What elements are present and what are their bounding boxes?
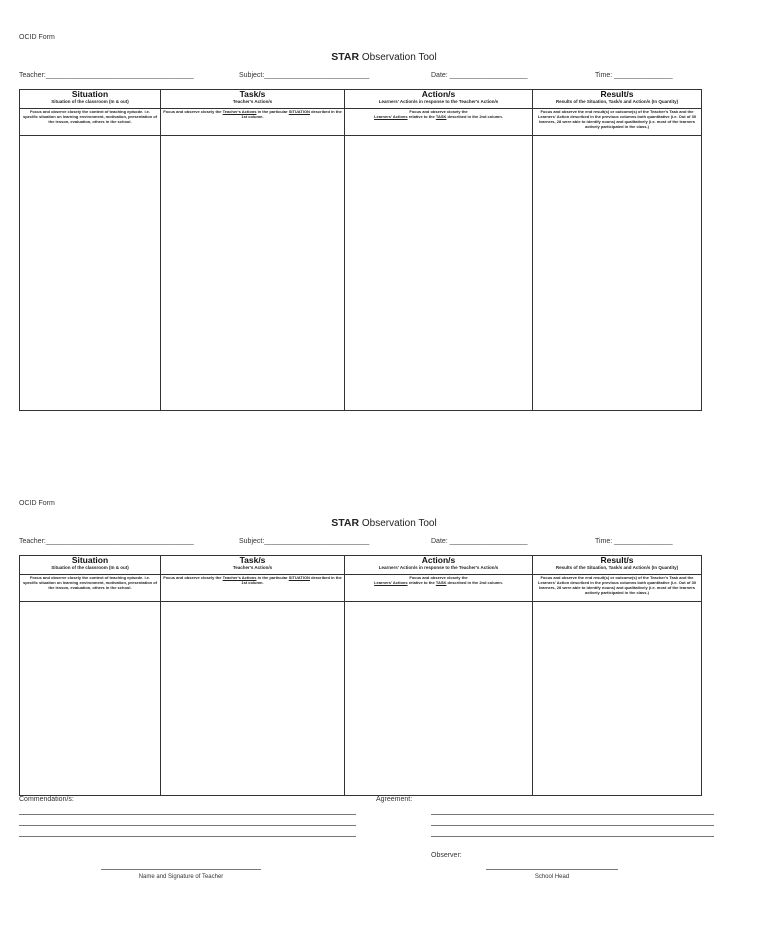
desc-underline: TASK xyxy=(435,114,447,119)
school-head-line[interactable] xyxy=(486,869,618,870)
agreement-line[interactable] xyxy=(431,814,714,815)
title-bold: STAR xyxy=(331,51,360,63)
task-entry[interactable] xyxy=(161,136,345,411)
col-subtitle: Teacher's Action/s xyxy=(232,99,273,104)
desc-underline: Teacher's Actions xyxy=(222,109,257,114)
desc-text: Focus and observe closely the xyxy=(163,575,223,580)
school-head-label: School Head xyxy=(534,874,570,880)
col-subtitle: Results of the Situation, Task/s and Action/s (In Quantity) xyxy=(555,99,679,104)
commendation-line[interactable] xyxy=(19,825,356,826)
col-subtitle: Learners' Action/s in response to the Teacher's Action/s xyxy=(378,99,499,104)
task-desc xyxy=(161,575,345,602)
situation-header xyxy=(20,556,161,575)
action-header xyxy=(345,556,533,575)
commendation-line[interactable] xyxy=(19,814,356,815)
desc-text: in the particular xyxy=(256,575,289,580)
teacher-signature-line[interactable] xyxy=(101,869,261,870)
desc-text: described in the 1st column. xyxy=(241,109,342,119)
description-row xyxy=(20,575,702,602)
time-field[interactable]: Time: _______________ xyxy=(595,538,673,545)
star-table xyxy=(19,555,702,796)
col-subtitle: Learners' Action/s in response to the Teacher's Action/s xyxy=(378,565,499,570)
result-desc: Focus and observe the end result(s) or outcome(s) of the Teacher's Task and the Learners' Action described in the previous columns both quantitative (i.e. Out of 30 learners, 28 were able to identify nouns) and qualitatively (i.e. most of the learners actively participated in the class.) xyxy=(533,109,702,136)
col-title: Action/s xyxy=(421,89,456,99)
form-title xyxy=(0,51,768,63)
desc-underline: TASK xyxy=(435,580,447,585)
subject-field[interactable]: Subject:___________________________ xyxy=(239,538,370,545)
subject-field[interactable]: Subject:___________________________ xyxy=(239,72,370,79)
desc-underline: Learners' Actions xyxy=(374,114,408,119)
desc-text: Focus and observe closely the xyxy=(163,109,223,114)
col-title: Situation xyxy=(71,89,109,99)
date-field[interactable]: Date: ____________________ xyxy=(431,72,528,79)
col-subtitle: Results of the Situation, Task/s and Action/s (In Quantity) xyxy=(555,565,679,570)
situation-desc: Focus and observe closely the context of teaching episode. i.e. specific situation on learning environment, motivation, presentation of the lesson, evaluation, others in the school. xyxy=(20,109,161,136)
form-title xyxy=(0,517,768,529)
result-desc: Focus and observe the end result(s) or outcome(s) of the Teacher's Task and the Learners' Action described in the previous columns both quantitative (i.e. Out of 30 learners, 28 were able to identify nouns) and qualitatively (i.e. most of the learners actively participated in the class.) xyxy=(533,575,702,602)
col-title: Result/s xyxy=(600,89,634,99)
task-desc xyxy=(161,109,345,136)
action-desc xyxy=(345,109,533,136)
desc-text: described in the 2nd column. xyxy=(446,114,503,119)
teacher-field[interactable]: Teacher:______________________________________ xyxy=(19,538,194,545)
form-label: OCID Form xyxy=(19,34,55,41)
time-field[interactable]: Time: _______________ xyxy=(595,72,673,79)
agreement-line[interactable] xyxy=(431,836,714,837)
col-title: Task/s xyxy=(239,89,266,99)
action-entry[interactable] xyxy=(345,136,533,411)
date-field[interactable]: Date: ____________________ xyxy=(431,538,528,545)
situation-header xyxy=(20,90,161,109)
header-row xyxy=(20,90,702,109)
col-title: Task/s xyxy=(239,555,266,565)
desc-text: described in the 2nd column. xyxy=(446,580,503,585)
star-form-1 xyxy=(0,0,768,420)
entry-row xyxy=(20,602,702,796)
commendation-label: Commendation/s: xyxy=(19,796,74,803)
desc-text: Focus and observe closely the xyxy=(409,575,468,580)
commendation-line[interactable] xyxy=(19,836,356,837)
teacher-signature-label: Name and Signature of Teacher xyxy=(138,874,224,880)
title-rest: Observation Tool xyxy=(359,518,437,529)
header-row xyxy=(20,556,702,575)
desc-underline: SITUATION xyxy=(288,109,310,114)
col-title: Result/s xyxy=(600,555,634,565)
task-header xyxy=(161,90,345,109)
result-header xyxy=(533,556,702,575)
result-entry[interactable] xyxy=(533,136,702,411)
situation-entry[interactable] xyxy=(20,602,161,796)
result-entry[interactable] xyxy=(533,602,702,796)
situation-desc: Focus and observe closely the context of teaching episode. i.e. specific situation on learning environment, motivation, presentation of the lesson, evaluation, others in the school. xyxy=(20,575,161,602)
desc-text: described in the 1st column. xyxy=(241,575,342,585)
agreement-line[interactable] xyxy=(431,825,714,826)
desc-text: Focus and observe closely the xyxy=(409,109,468,114)
action-entry[interactable] xyxy=(345,602,533,796)
action-desc xyxy=(345,575,533,602)
desc-underline: Teacher's Actions xyxy=(222,575,257,580)
col-subtitle: Situation of the classroom (In & out) xyxy=(51,565,129,570)
star-table xyxy=(19,89,702,411)
teacher-field[interactable]: Teacher:______________________________________ xyxy=(19,72,194,79)
info-row xyxy=(0,72,768,82)
description-row xyxy=(20,109,702,136)
star-form-2 xyxy=(0,466,768,886)
title-rest: Observation Tool xyxy=(359,52,437,63)
desc-underline: SITUATION xyxy=(288,575,310,580)
entry-row xyxy=(20,136,702,411)
info-row xyxy=(0,538,768,548)
situation-entry[interactable] xyxy=(20,136,161,411)
desc-text: relative to the xyxy=(407,580,436,585)
task-entry[interactable] xyxy=(161,602,345,796)
col-title: Action/s xyxy=(421,555,456,565)
task-header xyxy=(161,556,345,575)
result-header xyxy=(533,90,702,109)
desc-text: in the particular xyxy=(256,109,289,114)
action-header xyxy=(345,90,533,109)
form-label: OCID Form xyxy=(19,500,55,507)
col-title: Situation xyxy=(71,555,109,565)
col-subtitle: Situation of the classroom (In & out) xyxy=(51,99,129,104)
observer-label: Observer: xyxy=(431,852,462,859)
title-bold: STAR xyxy=(331,517,360,529)
desc-text: relative to the xyxy=(407,114,436,119)
desc-underline: Learners' Actions xyxy=(374,580,408,585)
col-subtitle: Teacher's Action/s xyxy=(232,565,273,570)
agreement-label: Agreement: xyxy=(376,796,413,803)
